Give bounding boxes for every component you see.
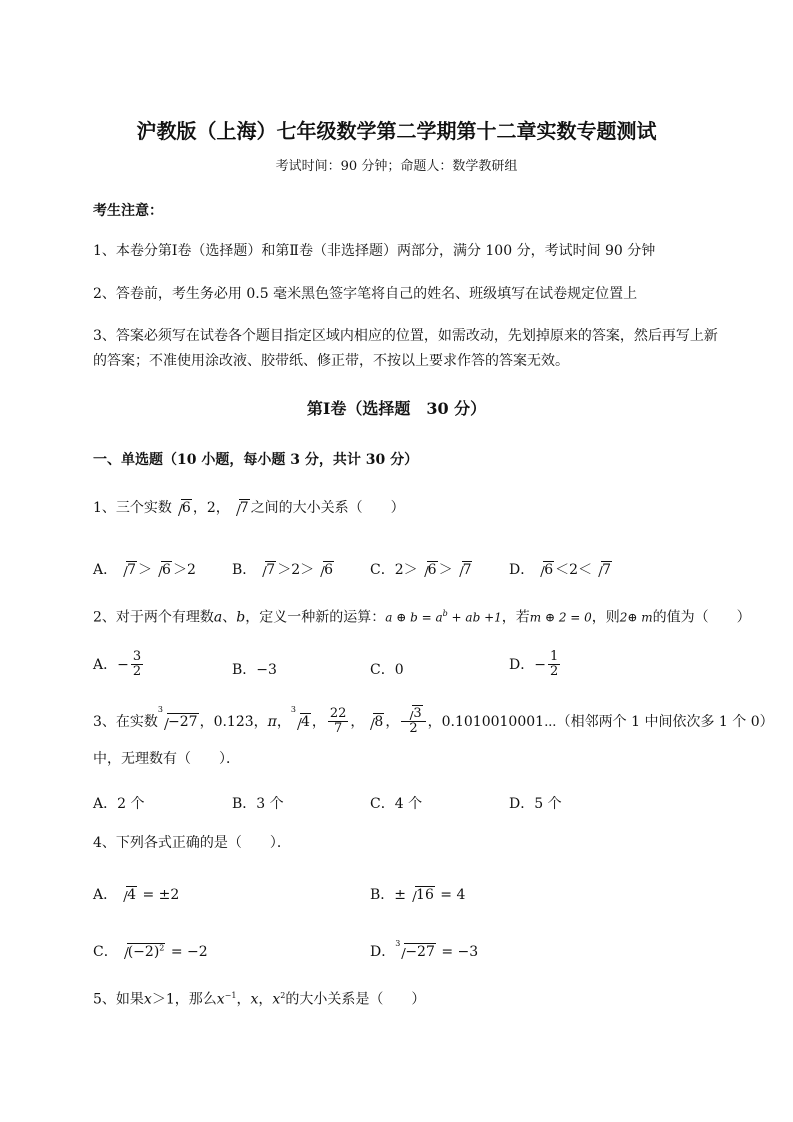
page-title: 沪教版（上海）七年级数学第二学期第十二章实数专题测试 xyxy=(136,119,657,143)
note-item-3: 3、答案必须写在试卷各个题目指定区域内相应的位置，如需改动，先划掉原来的答案，然后再写上新 xyxy=(93,328,718,344)
note-item-3-cont: 的答案；不准使用涂改液、胶带纸、修正带，不按以上要求作答的答案无效。 xyxy=(93,353,569,369)
question-3-option-a[interactable]: A．2 个 xyxy=(93,796,145,812)
question-4-option-b[interactable]: B．± 16 = 4 xyxy=(370,887,466,903)
notes-heading: 考生注意： xyxy=(93,203,163,219)
note-item-2: 2、答卷前，考生务必用 0.5 毫米黑色签字笔将自己的姓名、班级填写在试卷规定位置上 xyxy=(93,286,638,302)
part-heading: 一、单选题（10 小题，每小题 3 分，共计 30 分） xyxy=(93,452,419,468)
section-title: 第Ⅰ卷（选择题 30 分） xyxy=(306,399,487,418)
question-2-option-a[interactable]: A．− $\frac{3}{2}$ xyxy=(93,649,142,680)
exam-info: 考试时间：90 分钟；命题人：数学教研组 xyxy=(275,159,518,174)
question-5-stem: 5、如果x＞1，那么$x^{-1}$，x，$x^2$的大小关系是（ ） xyxy=(93,991,426,1008)
question-3-stem: 3、在实数$^3$−27 ，0.12̇3̇，π，$^3$4 ， $\frac{22}{7}$ ， 8 ， $\frac{3}{2}$ ，0.1010010001⋯（相邻两个 1 中间依次多 1 个 0） xyxy=(93,705,774,737)
question-2-option-c[interactable]: C．0 xyxy=(370,662,404,678)
question-3-stem-cont: 中，无理数有（ ）． xyxy=(93,751,240,767)
question-4-option-d[interactable]: D．$^3$−27 = −3 xyxy=(370,939,479,960)
question-1-option-a[interactable]: A． 7 ＞ 6 ＞2 xyxy=(93,562,196,578)
question-3-option-c[interactable]: C．4 个 xyxy=(370,796,423,812)
question-2-option-b[interactable]: B．−3 xyxy=(232,662,277,678)
question-3-option-b[interactable]: B．3 个 xyxy=(232,796,284,812)
question-1-option-d[interactable]: D． 6 ＜2＜ 7 xyxy=(509,562,611,578)
question-4-option-a[interactable]: A． 4 = ±2 xyxy=(93,887,180,903)
question-4-option-c[interactable]: C． $(-2)^2 = -2$ xyxy=(93,943,208,960)
question-1-option-c[interactable]: C．2＞ 6 ＞ 7 xyxy=(370,562,472,578)
question-3-option-d[interactable]: D．5 个 xyxy=(509,796,562,812)
question-1-stem: 1、三个实数 6 ，2， 7 之间的大小关系（ ） xyxy=(93,500,405,516)
note-item-1: 1、本卷分第Ⅰ卷（选择题）和第Ⅱ卷（非选择题）两部分，满分 100 分，考试时间 90 分钟 xyxy=(93,243,656,259)
question-4-stem: 4、下列各式正确的是（ ）． xyxy=(93,835,291,851)
question-2-stem: 2、对于两个有理数a、b，定义一种新的运算：a ⊕ $b = a^b$ + ab +1，若m ⊕ 2 = 0，则2⊕ m的值为（ ） xyxy=(93,609,751,626)
question-1-option-b[interactable]: B． 7 ＞2＞ 6 xyxy=(232,562,334,578)
question-2-option-d[interactable]: D．− $\frac{1}{2}$ xyxy=(509,649,559,680)
